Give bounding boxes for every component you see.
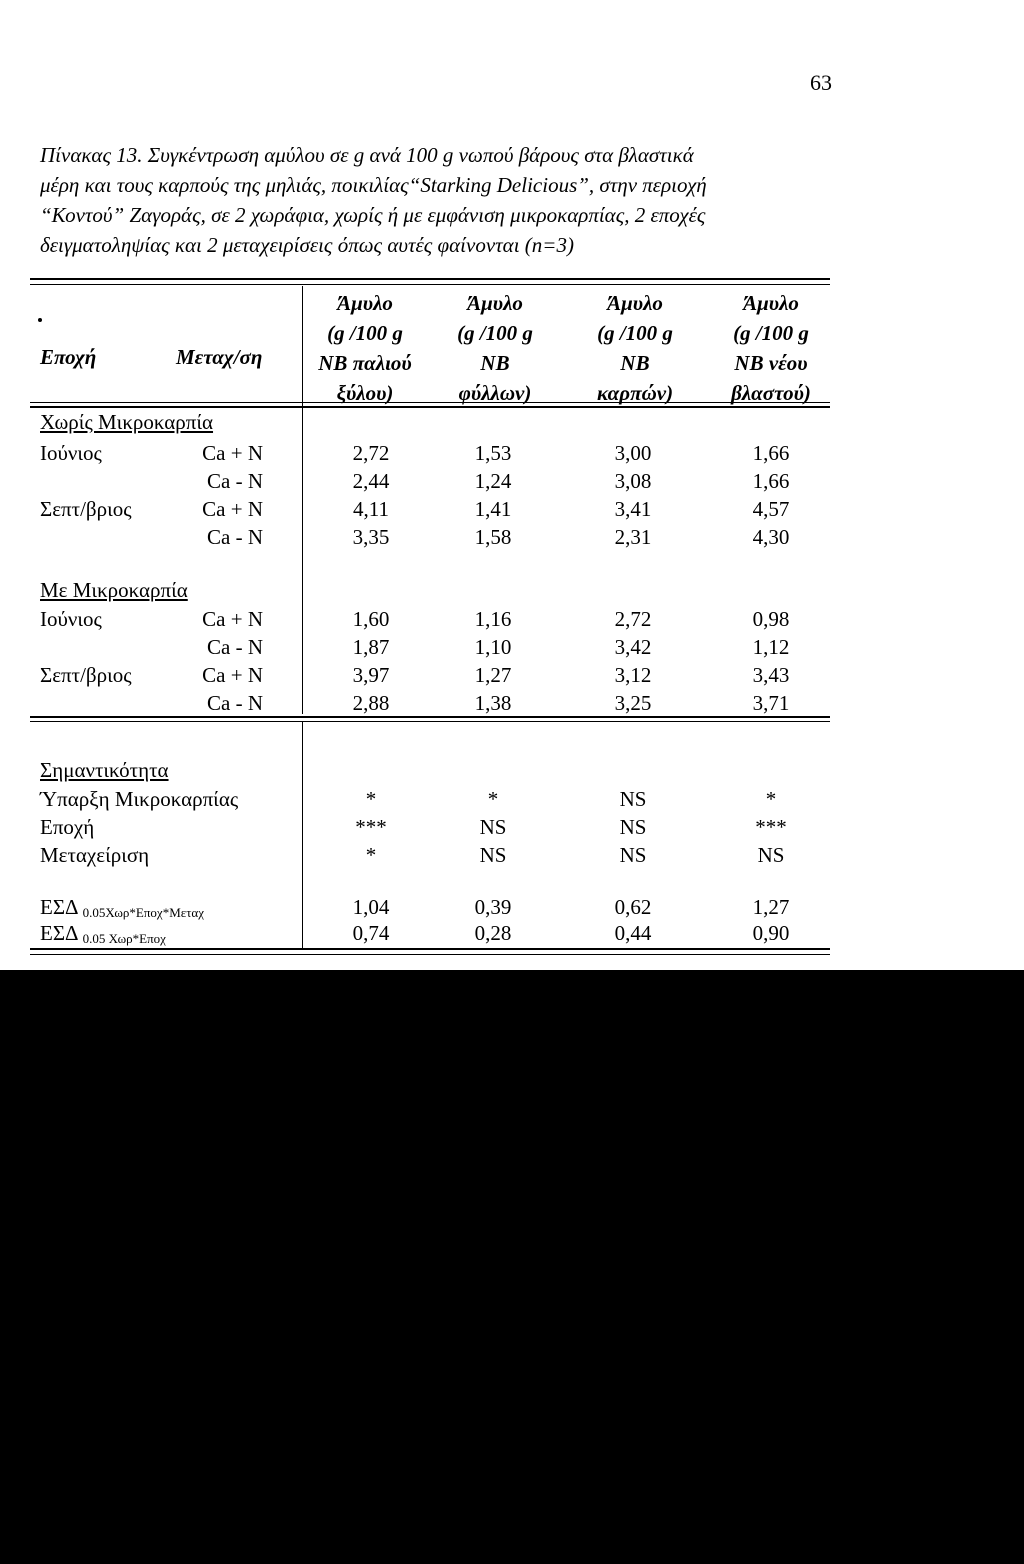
header-col-old-wood: Άμυλο (g /100 g ΝΒ παλιού ξύλου) bbox=[318, 291, 412, 405]
header-col-fruits: Άμυλο (g /100 g ΝΒ καρπών) bbox=[596, 291, 674, 405]
caption-label: Πίνακας 13. bbox=[40, 143, 143, 167]
group-title-without-microcarpy: Χωρίς Μικροκαρπία bbox=[40, 410, 214, 434]
table-row: ΕΣΔ $_{0.05 X\omega\rho*E\pi o\chi}$ 0,74 0,28 0,44 0,90 bbox=[0, 918, 1024, 948]
lsd-label: ΕΣΔ $_{0.05X\omega\rho*E\pi o\chi*M\varepsilon\tau\alpha\chi}$ bbox=[40, 895, 205, 920]
significance-title: Σημαντικότητα bbox=[40, 758, 169, 782]
caption-line-4: δειγματοληψίας και 2 μεταχειρίσεις όπως αυτές φαίνονται (n=3) bbox=[40, 233, 574, 257]
header-col-leaves: Άμυλο (g /100 g ΝΒ φύλλων) bbox=[457, 291, 533, 405]
table-row: Ca - N 2,44 1,24 3,08 1,66 bbox=[207, 469, 790, 493]
page-number: 63 bbox=[810, 70, 832, 95]
table-row: Ιούνιος Ca + N 1,60 1,16 2,72 0,98 bbox=[40, 607, 790, 631]
table-caption bbox=[40, 140, 870, 260]
table-row: Σεπτ/βριος Ca + N 3,97 1,27 3,12 3,43 bbox=[40, 663, 790, 687]
table-bottom-rule bbox=[30, 948, 830, 950]
header-bottom-rule-2 bbox=[30, 406, 830, 408]
table-row: Ca - N 1,87 1,10 3,42 1,12 bbox=[207, 635, 790, 659]
table-mid-rule-2 bbox=[30, 721, 830, 722]
header-season: Εποχή bbox=[40, 345, 97, 369]
table-top-rule-2 bbox=[30, 284, 830, 285]
caption-line-3: “Κοντού” Ζαγοράς, σε 2 χωράφια, χωρίς ή με εμφάνιση μικροκαρπίας, 2 εποχές bbox=[40, 203, 706, 227]
table-row: ΕΣΔ $_{0.05X\omega\rho*E\pi o\chi*M\varepsilon\tau\alpha\chi}$ 1,04 0,39 0,62 1,27 bbox=[0, 892, 1024, 922]
table-mid-rule bbox=[30, 716, 830, 718]
table-top-rule bbox=[30, 278, 830, 280]
caption-line-1: Πίνακας 13. Συγκέντρωση αμύλου σε g ανά 100 g νωπού βάρους στα βλαστικά bbox=[40, 143, 694, 167]
lsd-label: ΕΣΔ $_{0.05 X\omega\rho*E\pi o\chi}$ bbox=[40, 921, 166, 946]
header-col-new-shoot: Άμυλο (g /100 g ΝΒ νέου βλαστού) bbox=[731, 291, 811, 405]
table-row: Ca - N 2,88 1,38 3,25 3,71 bbox=[207, 691, 790, 715]
table-row: Σεπτ/βριος Ca + N 4,11 1,41 3,41 4,57 bbox=[40, 497, 790, 521]
table-row: Ύπαρξη Μικροκαρπίας * * NS * bbox=[40, 787, 777, 811]
stray-dot bbox=[38, 318, 42, 322]
group-title-with-microcarpy: Με Μικροκαρπία bbox=[40, 578, 188, 602]
table-bottom-rule-2 bbox=[30, 954, 830, 955]
table-row: Μεταχείριση * NS NS NS bbox=[40, 843, 785, 867]
table-row: Εποχή *** NS NS *** bbox=[40, 815, 787, 839]
header-treatment: Μεταχ/ση bbox=[176, 345, 263, 369]
caption-line-2: μέρη και τους καρπούς της μηλιάς, ποικιλίας“Starking Delicious”, στην περιοχή bbox=[40, 173, 707, 197]
table-row: Ιούνιος Ca + N 2,72 1,53 3,00 1,66 bbox=[40, 441, 790, 465]
table-row: Ca - N 3,35 1,58 2,31 4,30 bbox=[207, 525, 790, 549]
header-bottom-rule bbox=[30, 402, 830, 403]
